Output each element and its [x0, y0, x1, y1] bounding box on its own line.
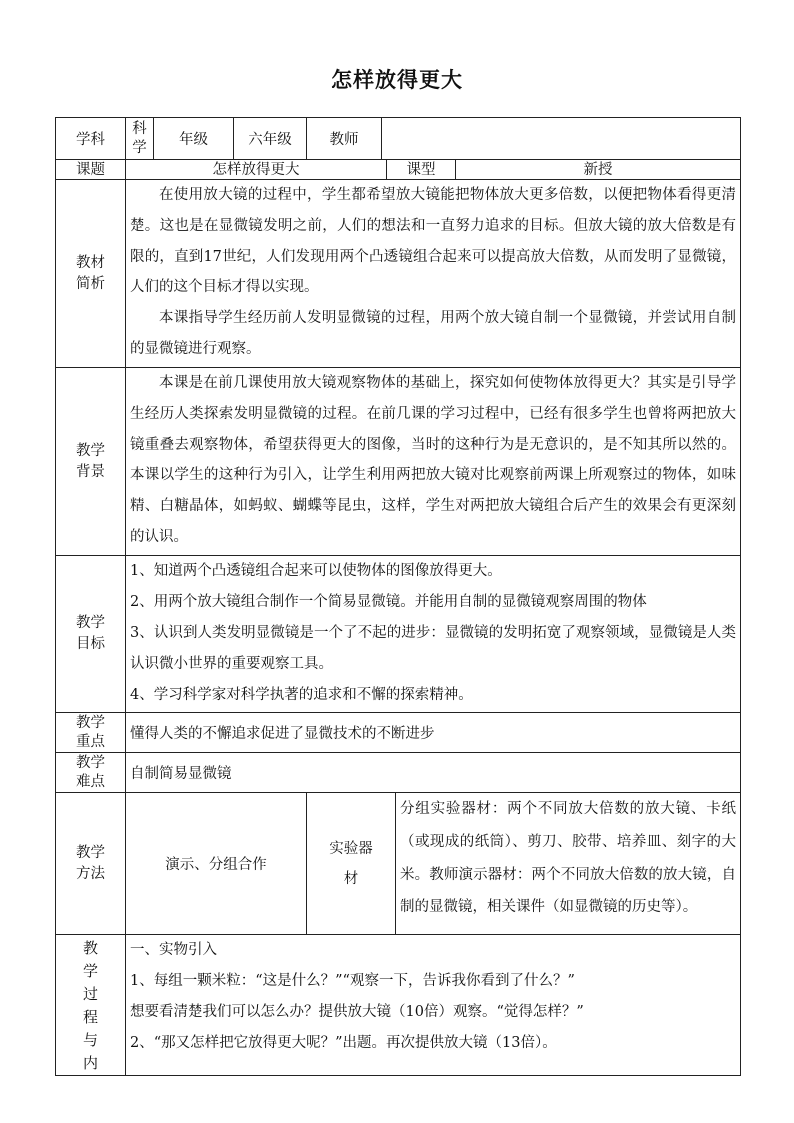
difficulty-label: 教学难点: [56, 753, 126, 793]
subject-label: 学科: [56, 118, 126, 160]
grade-value: 六年级: [234, 118, 307, 160]
process-line: 想要看清楚我们可以怎么办？提供放大镜（10倍）观察。“觉得怎样？”: [130, 1004, 584, 1020]
key-point-text: 懂得人类的不懈追求促进了显微技术的不断进步: [126, 713, 741, 753]
analysis-row: [56, 180, 741, 368]
analysis-content: [126, 180, 741, 368]
background-row: [56, 368, 741, 556]
goal-item: 4、学习科学家对科学执著的追求和不懈的探索精神。: [130, 687, 473, 703]
goals-content: [126, 556, 741, 713]
goals-row: [56, 556, 741, 713]
background-content: [126, 368, 741, 556]
analysis-paragraph: 本课指导学生经历前人发明显微镜的过程，用两个放大镜自制一个显微镜，并尝试用自制的显微镜进行观察。: [130, 310, 736, 357]
key-point-label: 教学重点: [56, 713, 126, 753]
topic-value: 怎样放得更大: [126, 160, 387, 180]
method-value: 演示、分组合作: [126, 793, 307, 935]
analysis-paragraph: 在使用放大镜的过程中，学生都希望放大镜能把物体放大更多倍数，以便把物体看得更清楚。这也是在显微镜发明之前，人们的想法和一直努力追求的目标。但放大镜的放大倍数是有限的，直到17世纪，人们发现用两个凸透镜组合起来可以提高放大倍数，从而发明了显微镜，人们的这个目标才得以实现。: [130, 187, 736, 296]
process-row: [56, 935, 741, 1076]
process-line: 一、实物引入: [130, 942, 217, 958]
goal-item: 1、知道两个凸透镜组合起来可以使物体的图像放得更大。: [130, 563, 502, 579]
goal-item: 3、认识到人类发明显微镜是一个了不起的进步：显微镜的发明拓宽了观察领域，显微镜是人类认识微小世界的重要观察工具。: [130, 625, 736, 672]
process-label: 教学过程与内: [56, 935, 126, 1076]
teacher-label: 教师: [307, 118, 382, 160]
grade-label: 年级: [154, 118, 234, 160]
type-value: 新授: [456, 160, 741, 180]
goals-label: 教学目标: [56, 556, 126, 713]
equipment-label: 实验器材: [307, 793, 396, 935]
difficulty-row: [56, 753, 741, 793]
background-label: 教学背景: [56, 368, 126, 556]
analysis-label: 教材简析: [56, 180, 126, 368]
subject-value: 科学: [126, 118, 154, 160]
page-title: 怎样放得更大: [331, 67, 463, 92]
key-point-row: [56, 713, 741, 753]
method-label: 教学方法: [56, 793, 126, 935]
process-content: [126, 935, 741, 1076]
teacher-value: [382, 118, 741, 160]
topic-row: [56, 160, 741, 180]
process-line: 1、每组一颗米粒：“这是什么？”“观察一下，告诉我你看到了什么？”: [130, 973, 575, 989]
difficulty-text: 自制简易显微镜: [126, 753, 741, 793]
type-label: 课型: [387, 160, 456, 180]
method-row: [56, 793, 741, 935]
background-text: 本课是在前几课使用放大镜观察物体的基础上，探究如何使物体放得更大？其实是引导学生经历人类探索发明显微镜的过程。在前几课的学习过程中，已经有很多学生也曾将两把放大镜重叠去观察物体，希望获得更大的图像，当时的这种行为是无意识的，是不知其所以然的。本课以学生的这种行为引入，让学生利用两把放大镜对比观察前两课上所观察过的物体，如味精、白糖晶体，如蚂蚁、蝴蝶等昆虫，这样，学生对两把放大镜组合后产生的效果会有更深刻的认识。: [130, 375, 736, 545]
process-line: 2、“那又怎样把它放得更大呢？”出题。再次提供放大镜（13倍）。: [130, 1035, 557, 1051]
equipment-text: 分组实验器材：两个不同放大倍数的放大镜、卡纸（或现成的纸筒）、剪刀、胶带、培养皿、刻字的大米。教师演示器材：两个不同放大倍数的放大镜，自制的显微镜，相关课件（如显微镜的历史等）。: [396, 793, 741, 935]
lesson-plan-table: [55, 117, 741, 1076]
goal-item: 2、用两个放大镜组合制作一个简易显微镜。并能用自制的显微镜观察周围的物体: [130, 594, 647, 610]
topic-label: 课题: [56, 160, 126, 180]
header-row: [56, 118, 741, 160]
